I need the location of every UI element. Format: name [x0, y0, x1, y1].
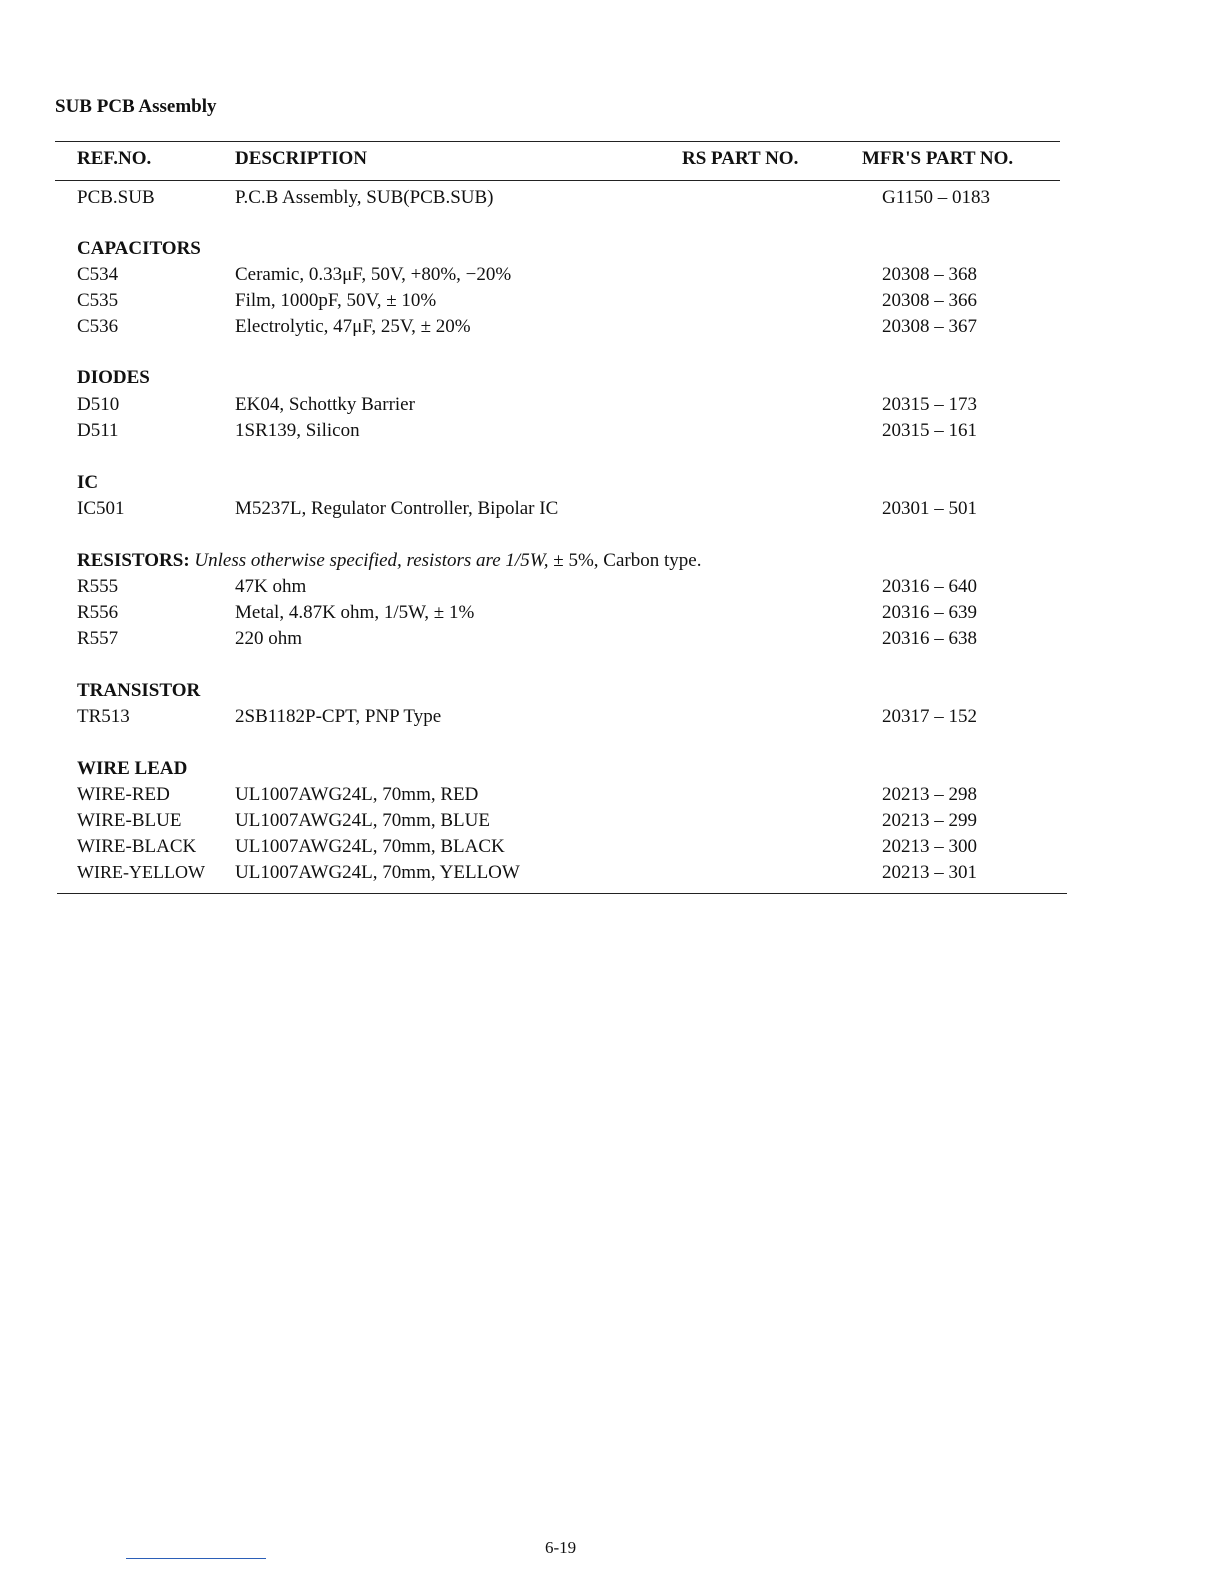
- mfr-part-no: 20213 – 299: [882, 810, 977, 831]
- ref-no: WIRE-YELLOW: [77, 862, 205, 882]
- header-bottom-rule: [55, 180, 1060, 181]
- description: P.C.B Assembly, SUB(PCB.SUB): [235, 187, 494, 208]
- resistors-note: [194, 550, 701, 571]
- mfr-part-no: 20213 – 298: [882, 784, 977, 805]
- group-title-transistor: TRANSISTOR: [77, 680, 201, 701]
- group-title-resistors: [77, 550, 701, 572]
- mfr-part-no: 20301 – 501: [882, 498, 977, 519]
- mfr-part-no: 20316 – 639: [882, 602, 977, 623]
- mfr-part-no: 20315 – 173: [882, 394, 977, 415]
- ref-no: R556: [77, 602, 119, 623]
- ref-no: D511: [77, 420, 119, 441]
- ref-no: C536: [77, 316, 119, 337]
- description: 2SB1182P-CPT, PNP Type: [235, 706, 442, 727]
- table-top-rule: [55, 141, 1060, 142]
- mfr-part-no: 20213 – 301: [882, 862, 977, 883]
- ref-no: PCB.SUB: [77, 187, 155, 208]
- ref-no: WIRE-BLUE: [77, 810, 182, 831]
- ref-no: C535: [77, 290, 119, 311]
- table-row: [0, 290, 1224, 316]
- mfr-part-no: 20315 – 161: [882, 420, 977, 441]
- resistors-note-italic: Unless otherwise specified, resistors are 1/5W,: [194, 550, 549, 571]
- table-row: [0, 498, 1224, 524]
- description: 47K ohm: [235, 576, 307, 597]
- mfr-part-no: 20317 – 152: [882, 706, 977, 727]
- ref-no: R555: [77, 576, 119, 597]
- table-row: [0, 628, 1224, 654]
- table-row: [0, 420, 1224, 446]
- mfr-part-no: 20316 – 640: [882, 576, 977, 597]
- group-title-capacitors: CAPACITORS: [77, 238, 201, 259]
- table-row: [0, 576, 1224, 602]
- description: 1SR139, Silicon: [235, 420, 360, 441]
- description: Electrolytic, 47μF, 25V, ± 20%: [235, 316, 471, 337]
- table-row: [0, 706, 1224, 732]
- ref-no: C534: [77, 264, 119, 285]
- mfr-part-no: 20308 – 367: [882, 316, 977, 337]
- description: EK04, Schottky Barrier: [235, 394, 415, 415]
- column-header-description: DESCRIPTION: [235, 148, 367, 169]
- table-row: [0, 784, 1224, 810]
- table-row: [0, 394, 1224, 420]
- mfr-part-no: G1150 – 0183: [882, 187, 991, 208]
- ref-no: TR513: [77, 706, 130, 727]
- ref-no: WIRE-RED: [77, 784, 170, 805]
- table-row: [0, 862, 1224, 888]
- table-row: [0, 836, 1224, 862]
- table-row: [0, 316, 1224, 342]
- resistors-title: RESISTORS:: [77, 550, 190, 571]
- mfr-part-no: 20308 – 368: [882, 264, 977, 285]
- footer-line: [126, 1558, 266, 1559]
- resistors-note-plain: ± 5%, Carbon type.: [553, 550, 702, 571]
- group-title-ic: IC: [77, 472, 99, 493]
- description: UL1007AWG24L, 70mm, YELLOW: [235, 862, 520, 883]
- column-header-rs-part: RS PART NO.: [682, 148, 799, 169]
- table-row: [0, 187, 1224, 213]
- group-title-diodes: DIODES: [77, 367, 150, 388]
- table-row: [0, 602, 1224, 628]
- description: Metal, 4.87K ohm, 1/5W, ± 1%: [235, 602, 475, 623]
- description: UL1007AWG24L, 70mm, BLACK: [235, 836, 505, 857]
- table-row: [0, 810, 1224, 836]
- mfr-part-no: 20316 – 638: [882, 628, 977, 649]
- description: UL1007AWG24L, 70mm, RED: [235, 784, 479, 805]
- table-bottom-rule: [57, 893, 1067, 894]
- column-header-ref: REF.NO.: [77, 148, 152, 169]
- description: M5237L, Regulator Controller, Bipolar IC: [235, 498, 559, 519]
- description: Film, 1000pF, 50V, ± 10%: [235, 290, 437, 311]
- description: Ceramic, 0.33μF, 50V, +80%, −20%: [235, 264, 512, 285]
- ref-no: WIRE-BLACK: [77, 836, 197, 857]
- description: UL1007AWG24L, 70mm, BLUE: [235, 810, 490, 831]
- column-header-mfr-part: MFR'S PART NO.: [862, 148, 1014, 169]
- page-number: 6-19: [545, 1538, 577, 1557]
- mfr-part-no: 20308 – 366: [882, 290, 977, 311]
- table-row: [0, 264, 1224, 290]
- section-title: SUB PCB Assembly: [55, 96, 217, 117]
- mfr-part-no: 20213 – 300: [882, 836, 977, 857]
- ref-no: R557: [77, 628, 119, 649]
- ref-no: IC501: [77, 498, 125, 519]
- description: 220 ohm: [235, 628, 303, 649]
- group-title-wire-lead: WIRE LEAD: [77, 758, 188, 779]
- ref-no: D510: [77, 394, 120, 415]
